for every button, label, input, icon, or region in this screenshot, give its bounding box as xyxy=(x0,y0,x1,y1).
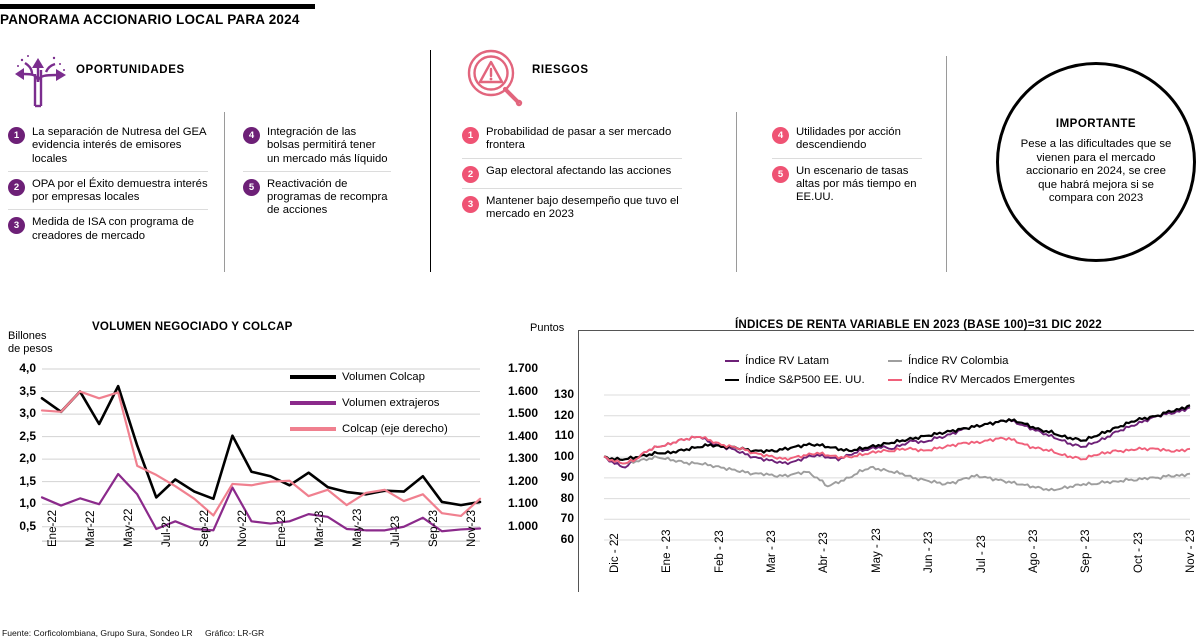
legend-label: Volumen Colcap xyxy=(342,371,425,383)
chart1-ylabel2: Puntos xyxy=(530,322,565,334)
chart1-legend-item-0 xyxy=(290,371,425,383)
chart2-ytick: 110 xyxy=(554,428,574,443)
chart1-xtick: Nov-22 xyxy=(237,509,250,547)
legend-label: Índice RV Mercados Emergentes xyxy=(908,374,1075,386)
badge-number: 3 xyxy=(462,196,479,213)
split-arrows-icon xyxy=(10,48,72,110)
opportunities-list-right xyxy=(243,120,391,223)
badge-number: 4 xyxy=(772,127,789,144)
chart1-y2tick: 1.600 xyxy=(507,383,538,398)
chart2-xtick: Ago - 23 xyxy=(1027,529,1040,573)
chart1-y2tick: 1.300 xyxy=(507,451,538,466)
chart1-xtick: Nov-23 xyxy=(465,509,478,547)
chart2-ytick: 90 xyxy=(560,469,574,484)
list-item-text: La separación de Nutresa del GEA evidencia interés de emisores locales xyxy=(32,126,206,165)
chart1-ytick: 1,0 xyxy=(19,496,36,511)
chart1-ytick: 1,5 xyxy=(19,473,36,488)
legend-swatch xyxy=(290,375,336,378)
chart1-xtick: Sep-22 xyxy=(199,509,212,547)
list-item-text: Probabilidad de pasar a ser mercado frontera xyxy=(486,126,672,152)
chart2-xtick: May - 23 xyxy=(870,528,883,573)
chart1-xtick: Mar-23 xyxy=(313,510,326,547)
list-item xyxy=(8,171,208,210)
chart2-xtick: Jun - 23 xyxy=(923,531,936,573)
chart1-xtick: Jul-23 xyxy=(389,515,402,547)
chart1-xtick: Sep-23 xyxy=(427,509,440,547)
list-item xyxy=(462,120,682,158)
important-body: Pese a las dificultades que se vienen para el mercado accionario en 2024, se cree que habrá mejora si se compara con 2023 xyxy=(1020,138,1172,205)
chart2-title: ÍNDICES DE RENTA VARIABLE EN 2023 (BASE 100)=31 DIC 2022 xyxy=(735,318,1102,331)
opportunities-list-left xyxy=(8,120,208,248)
chart1-legend-item-2 xyxy=(290,423,448,435)
chart1-y2tick: 1.500 xyxy=(507,406,538,421)
badge-number: 4 xyxy=(243,127,260,144)
important-title: IMPORTANTE xyxy=(1055,118,1137,131)
risks-title: RIESGOS xyxy=(532,64,589,76)
badge-number: 3 xyxy=(8,217,25,234)
divider-important xyxy=(946,56,947,272)
legend-label: Índice S&P500 EE. UU. xyxy=(745,374,865,386)
list-item-text: Reactivación de programas de recompra de acciones xyxy=(267,177,388,217)
chart2-ytick: 60 xyxy=(560,532,574,546)
chart1-ytick: 0,5 xyxy=(19,518,36,533)
chart2-ytick: 80 xyxy=(560,490,574,505)
chart2-xtick: Jul - 23 xyxy=(975,535,988,573)
opportunities-title: OPORTUNIDADES xyxy=(76,64,185,76)
list-item-text: OPA por el Éxito demuestra interés por empresas locales xyxy=(32,177,208,204)
badge-number: 1 xyxy=(8,127,25,144)
list-item xyxy=(243,120,391,171)
chart2-xtick: Dic - 22 xyxy=(609,533,621,573)
chart2-xtick: Feb - 23 xyxy=(713,530,726,573)
chart1-legend-item-1 xyxy=(290,397,440,409)
legend-swatch xyxy=(290,427,336,430)
chart1-y2tick: 1.000 xyxy=(507,518,538,533)
chart1-title: VOLUMEN NEGOCIADO Y COLCAP xyxy=(92,320,293,333)
chart1-xtick: Jul-22 xyxy=(161,515,174,547)
chart2-ytick: 120 xyxy=(553,407,574,422)
page-title: PANORAMA ACCIONARIO LOCAL PARA 2024 xyxy=(0,12,300,27)
footer-credit: Gráfico: LR-GR xyxy=(205,628,265,638)
chart1-ytick: 4,0 xyxy=(19,361,36,375)
list-item-text: Medida de ISA con programa de creadores de mercado xyxy=(32,216,195,242)
chart2-ytick: 70 xyxy=(560,511,574,526)
legend-swatch xyxy=(290,401,336,404)
magnifier-warning-icon xyxy=(462,46,526,110)
chart1-xtick: May-22 xyxy=(123,508,136,547)
chart2-xtick: Mar - 23 xyxy=(766,530,779,573)
list-item-text: Gap electoral afectando las acciones xyxy=(486,164,672,177)
badge-number: 2 xyxy=(8,179,25,196)
badge-number: 2 xyxy=(462,166,479,183)
chart1-xtick: Ene-23 xyxy=(275,509,288,547)
list-item xyxy=(772,158,922,210)
important-callout xyxy=(996,62,1196,262)
chart1-xtick: Ene-22 xyxy=(47,509,59,547)
badge-number: 1 xyxy=(462,127,479,144)
badge-number: 5 xyxy=(772,166,789,183)
list-item xyxy=(8,209,208,248)
chart2-ytick: 100 xyxy=(553,449,574,464)
chart1-y2tick: 1.200 xyxy=(507,473,538,488)
chart1-ytick: 2,5 xyxy=(19,428,36,443)
list-item-text: Utilidades por acción descendiendo xyxy=(796,126,901,152)
list-item xyxy=(772,120,922,158)
chart2-xtick: Nov - 23 xyxy=(1185,529,1197,573)
chart2-xtick: Ene - 23 xyxy=(661,529,674,573)
top-rule xyxy=(0,4,315,9)
footer-source: Fuente: Corficolombiana, Grupo Sura, Sondeo LR xyxy=(2,628,193,638)
chart1-y2tick: 1.700 xyxy=(507,361,538,375)
list-item xyxy=(462,158,682,188)
legend-label: Índice RV Latam xyxy=(745,355,830,367)
legend-label: Índice RV Colombia xyxy=(908,355,1009,367)
risks-list-left xyxy=(462,120,682,226)
list-item xyxy=(462,188,682,227)
divider-sections xyxy=(430,50,431,272)
chart1-y2tick: 1.100 xyxy=(507,496,538,511)
badge-number: 5 xyxy=(243,179,260,196)
legend-label: Colcap (eje derecho) xyxy=(342,423,448,435)
list-item-text: Mantener bajo desempeño que tuvo el mercado en 2023 xyxy=(486,194,679,220)
chart2-xtick: Oct - 23 xyxy=(1132,532,1145,573)
legend-label: Volumen extrajeros xyxy=(342,397,440,409)
chart1-xtick: May-23 xyxy=(351,508,364,547)
list-item-text: Un escenario de tasas altas por más tiempo en EE.UU. xyxy=(796,164,917,204)
divider-opportunities xyxy=(224,112,225,272)
chart1-plot xyxy=(0,355,520,585)
list-item xyxy=(8,120,208,171)
chart1-xtick: Mar-22 xyxy=(85,510,98,547)
chart1-ytick: 3,0 xyxy=(19,406,36,421)
chart1-ytick: 2,0 xyxy=(19,451,36,466)
chart1-y2tick: 1.400 xyxy=(507,428,538,443)
list-item xyxy=(243,171,391,223)
list-item-text: Integración de las bolsas permitirá tener un mercado más líquido xyxy=(267,126,388,165)
chart2-xtick: Sep - 23 xyxy=(1080,529,1093,573)
chart1-ytick: 3,5 xyxy=(19,383,36,398)
chart2-xtick: Abr - 23 xyxy=(818,532,831,573)
chart1-ylabel: Billones de pesos xyxy=(8,330,53,355)
risks-list-right xyxy=(772,120,922,209)
divider-risks xyxy=(736,112,737,272)
chart2-ytick: 130 xyxy=(553,387,574,401)
